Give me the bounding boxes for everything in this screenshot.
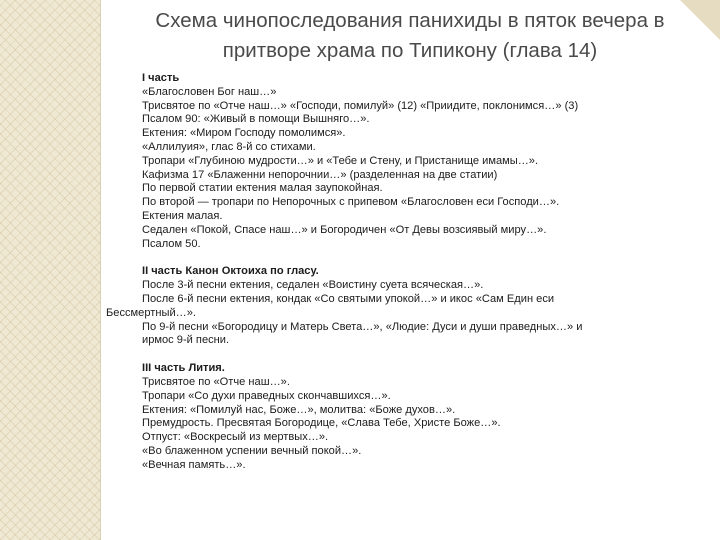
part-1-line: По второй — тропари по Непорочных с припевом «Благословен еси Господи…». — [142, 196, 560, 209]
part-3-line: Отпуст: «Воскресый из мертвых…». — [142, 431, 329, 444]
part-1-line: «Аллилуия», глас 8-й со стихами. — [142, 140, 316, 153]
part-2-line: По 9-й песни «Богородицу и Матерь Света…», «Людие: Дуси и души праведных…» и — [142, 320, 583, 333]
part-3-heading: III часть Лития. — [142, 362, 225, 375]
part-3-line: Тропари «Со духи праведных скончавшихся…». — [142, 389, 391, 402]
part-1-line: Псалом 90: «Живый в помощи Вышняго…». — [142, 113, 370, 126]
part-2-section — [106, 265, 706, 348]
part-1-line: Седален «Покой, Спасе наш…» и Богородичен «От Девы возсиявый миру…». — [142, 223, 547, 236]
part-2-line: После 3-й песни ектения, седален «Воистину суета всяческая…». — [142, 279, 484, 292]
section-gap — [106, 251, 706, 265]
part-1-line: Ектения: «Миром Господу помолимся». — [142, 127, 346, 140]
part-3-line: «Вечная память…». — [142, 458, 246, 471]
part-2-line: После 6-й песни ектения, кондак «Со святыми упокой…» и икос «Сам Един еси — [142, 292, 555, 305]
part-3-section — [106, 362, 706, 472]
part-1-line: Трисвятое по «Отче наш…» «Господи, помилуй» (12) «Приидите, поклонимся…» (3) — [142, 99, 579, 112]
decorative-left-band — [0, 0, 100, 540]
slide-title-line-1: Схема чинопоследования панихиды в пяток вечера в — [155, 9, 665, 32]
part-1-line: По первой статии ектения малая заупокойная. — [142, 182, 383, 195]
slide-title — [120, 6, 700, 66]
part-2-line-continuation: Бессмертный…». — [106, 306, 196, 319]
part-3-line: Ектения: «Помилуй нас, Боже…», молитва: «Боже духов…». — [142, 403, 456, 416]
part-1-line: Ектения малая. — [142, 209, 223, 222]
part-2-heading: II часть Канон Октоиха по гласу. — [142, 265, 319, 278]
part-3-line: Трисвятое по «Отче наш…». — [142, 375, 290, 388]
part-3-line: Премудрость. Пресвятая Богородице, «Слава Тебе, Христе Боже…». — [142, 417, 501, 430]
part-1-section — [106, 72, 706, 251]
part-1-line: «Благословен Бог наш…» — [142, 85, 277, 98]
part-1-line: Тропари «Глубиною мудрости…» и «Тебе и Стену, и Пристанище имамы…». — [142, 154, 539, 167]
part-2-line-continuation: ирмос 9-й песни. — [142, 334, 230, 347]
section-gap — [106, 348, 706, 362]
part-3-line: «Во блаженном успении вечный покой…». — [142, 444, 362, 457]
part-1-line: Псалом 50. — [142, 237, 201, 250]
decorative-divider — [100, 0, 101, 540]
slide-title-line-2: притворе храма по Типикону (глава 14) — [222, 39, 598, 62]
part-1-heading: I часть — [142, 72, 180, 84]
slide-body — [106, 72, 706, 473]
part-1-line: Кафизма 17 «Блаженни непорочнии…» (разделенная на две статии) — [142, 168, 498, 181]
